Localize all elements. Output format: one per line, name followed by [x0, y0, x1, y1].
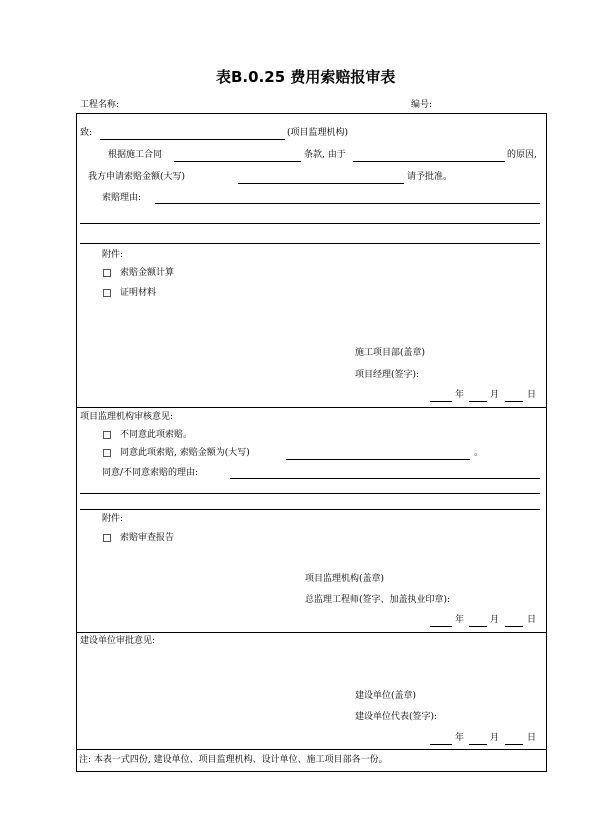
reason-line-2[interactable]: [80, 223, 540, 224]
line1-prefix: 根据施工合同: [108, 150, 163, 160]
reason-label: 索赔理由:: [102, 193, 142, 203]
review-attachment-label: 附件:: [102, 514, 124, 524]
reason-line-3[interactable]: [80, 243, 540, 244]
line1-mid: 条款, 由于: [304, 150, 346, 160]
line2-prefix: 我方申请索赔金额(大写): [88, 172, 186, 182]
attachment-checkbox-evidence[interactable]: [103, 289, 111, 297]
month-label: 月: [490, 390, 500, 400]
form-frame: [76, 113, 547, 772]
day-label: 日: [527, 390, 537, 400]
line1-suffix: 的原因,: [507, 150, 537, 160]
month-label: 月: [490, 615, 500, 625]
supervisor-heading: 项目监理机构审核意见:: [80, 412, 174, 422]
month-field[interactable]: [469, 626, 487, 627]
agree-checkbox[interactable]: [103, 449, 111, 457]
agree-end: 。: [474, 448, 484, 458]
review-reason-line-3[interactable]: [80, 509, 540, 510]
attachment-label: 附件:: [102, 250, 124, 260]
attachment-amount-label: 索赔金额计算: [120, 268, 175, 278]
reason-cause-field[interactable]: [353, 161, 505, 162]
divider-section2: [76, 632, 547, 633]
day-field[interactable]: [505, 626, 523, 627]
project-manager-sign-label: 项目经理(签字):: [355, 370, 420, 380]
day-field[interactable]: [505, 401, 523, 402]
contractor-seal-label: 施工项目部(盖章): [355, 348, 426, 358]
owner-seal-label: 建设单位(盖章): [355, 691, 417, 701]
number-label: 编号:: [411, 100, 433, 110]
day-label: 日: [527, 615, 537, 625]
disagree-checkbox[interactable]: [103, 431, 111, 439]
attachment-checkbox-amount[interactable]: [103, 269, 111, 277]
approved-amount-field[interactable]: [286, 459, 470, 460]
year-label: 年: [455, 733, 465, 743]
year-field[interactable]: [430, 744, 452, 745]
line2-suffix: 请予批准。: [407, 172, 453, 182]
review-report-label: 索赔审查报告: [120, 533, 175, 543]
month-field[interactable]: [469, 744, 487, 745]
disagree-label: 不同意此项索赔。: [120, 430, 193, 440]
day-field[interactable]: [505, 744, 523, 745]
review-reason-line-1[interactable]: [230, 478, 540, 479]
year-label: 年: [455, 615, 465, 625]
review-report-checkbox[interactable]: [103, 534, 111, 542]
day-label: 日: [527, 733, 537, 743]
divider-section3: [76, 749, 547, 750]
month-field[interactable]: [469, 401, 487, 402]
year-label: 年: [455, 390, 465, 400]
to-label: 致:: [80, 128, 93, 138]
year-field[interactable]: [430, 626, 452, 627]
claim-amount-field[interactable]: [238, 183, 404, 184]
review-reason-label: 同意/不同意索赔的理由:: [102, 468, 199, 478]
agree-label: 同意此项索赔, 索赔金额为(大写): [120, 448, 250, 458]
owner-heading: 建设单位审批意见:: [80, 636, 156, 646]
chief-engineer-sign-label: 总监理工程师(签字、加盖执业印章):: [305, 595, 451, 605]
project-name-label: 工程名称:: [80, 100, 120, 110]
page-title: 表B.0.25 费用索赔报审表: [216, 68, 396, 86]
year-field[interactable]: [430, 401, 452, 402]
supervisor-seal-label: 项目监理机构(盖章): [305, 574, 385, 584]
month-label: 月: [490, 733, 500, 743]
footer-note: 注: 本表一式四份, 建设单位、项目监理机构、设计单位、施工项目部各一份。: [79, 755, 388, 765]
contract-clause-field[interactable]: [174, 161, 301, 162]
to-suffix: (项目监理机构): [287, 128, 349, 138]
attachment-evidence-label: 证明材料: [120, 288, 157, 298]
reason-line-1[interactable]: [155, 203, 540, 204]
owner-rep-sign-label: 建设单位代表(签字):: [355, 712, 438, 722]
divider-section1: [76, 407, 547, 408]
to-field[interactable]: [100, 139, 285, 140]
review-reason-line-2[interactable]: [80, 493, 540, 494]
